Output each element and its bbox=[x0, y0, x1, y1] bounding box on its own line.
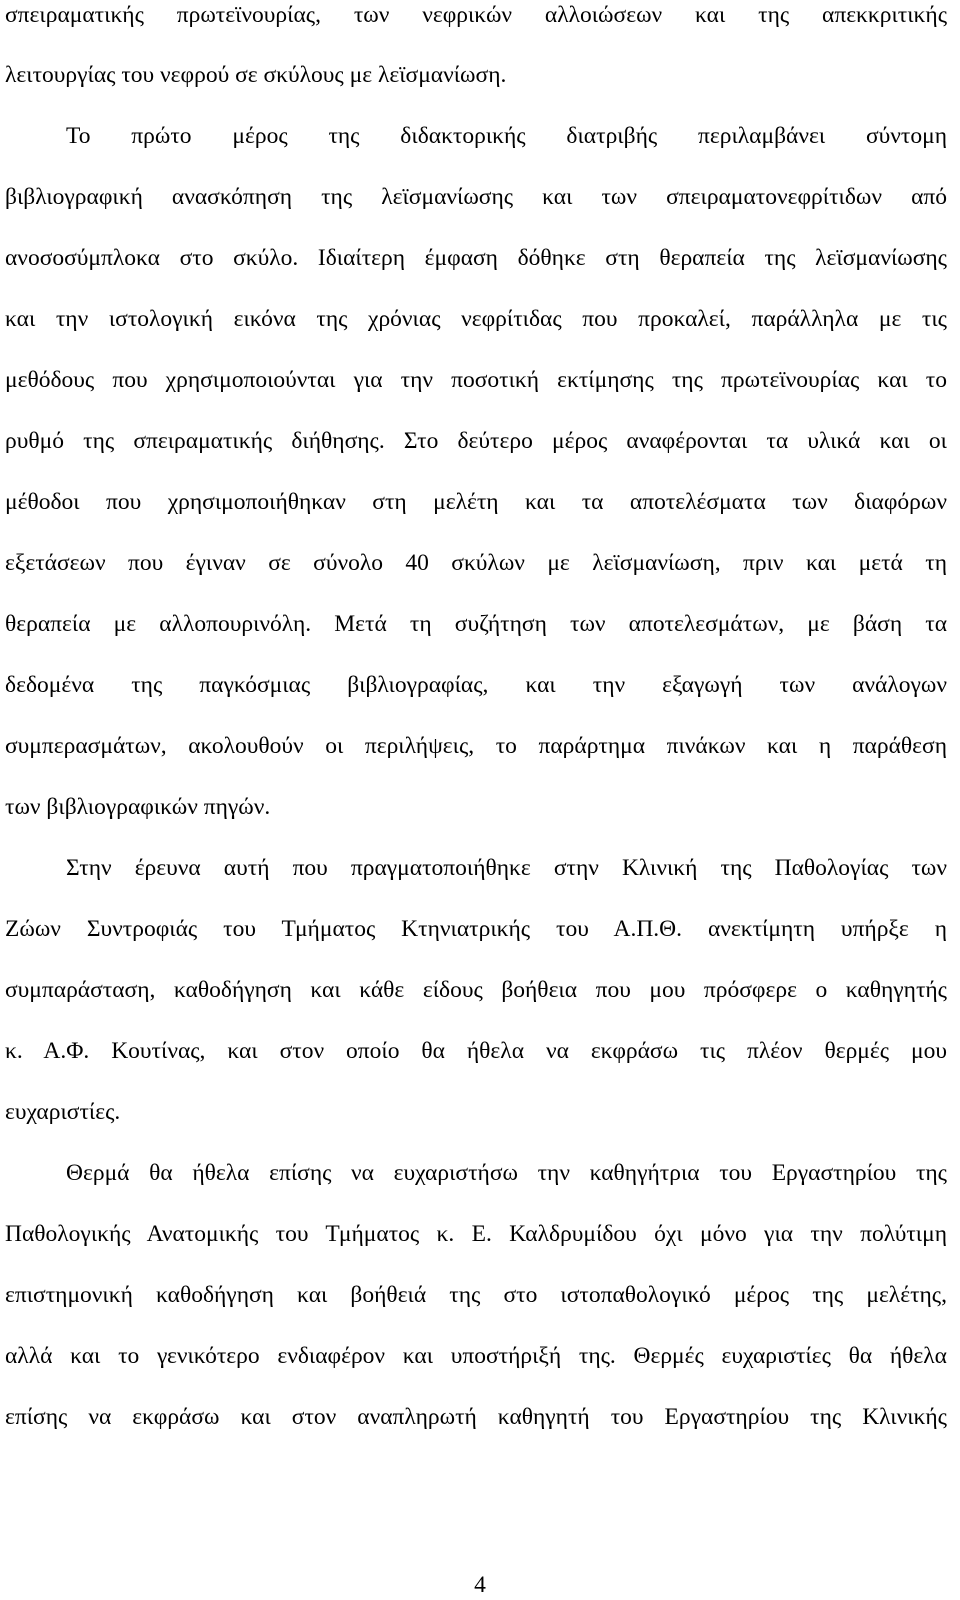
text-line: μέθοδοι που χρησιμοποιήθηκαν στη μελέτη και τα αποτελέσματα των διαφόρων bbox=[5, 489, 947, 515]
text-line: κ. Α.Φ. Κουτίνας, και στον οποίο θα ήθελα να εκφράσω τις πλέον θερμές μου bbox=[5, 1038, 947, 1064]
text-line: ρυθμό της σπειραματικής διήθησης. Στο δεύτερο μέρος αναφέρονται τα υλικά και οι bbox=[5, 428, 947, 454]
paragraph-first-line: Θερμά θα ήθελα επίσης να ευχαριστήσω την καθηγήτρια του Εργαστηρίου της bbox=[66, 1160, 947, 1186]
text-line: ανοσοσύμπλοκα στο σκύλο. Ιδιαίτερη έμφαση δόθηκε στη θεραπεία της λεϊσμανίωσης bbox=[5, 245, 947, 271]
text-line: και την ιστολογική εικόνα της χρόνιας νεφρίτιδας που προκαλεί, παράλληλα με τις bbox=[5, 306, 947, 332]
paragraph-first-line: Το πρώτο μέρος της διδακτορικής διατριβής περιλαμβάνει σύντομη bbox=[66, 123, 947, 149]
paragraph-first-line: Στην έρευνα αυτή που πραγματοποιήθηκε στην Κλινική της Παθολογίας των bbox=[66, 855, 947, 881]
text-line: δεδομένα της παγκόσμιας βιβλιογραφίας, και την εξαγωγή των ανάλογων bbox=[5, 672, 947, 698]
text-line: ευχαριστίες. bbox=[5, 1099, 121, 1125]
text-line: επίσης να εκφράσω και στον αναπληρωτή καθηγητή του Εργαστηρίου της Κλινικής bbox=[5, 1404, 947, 1430]
text-line: των βιβλιογραφικών πηγών. bbox=[5, 794, 271, 820]
text-line: βιβλιογραφική ανασκόπηση της λεϊσμανίωσης και των σπειραματονεφρίτιδων από bbox=[5, 184, 947, 210]
text-line: επιστημονική καθοδήγηση και βοήθειά της στο ιστοπαθολογικό μέρος της μελέτης, bbox=[5, 1282, 947, 1308]
text-line: συμπερασμάτων, ακολουθούν οι περιλήψεις, το παράρτημα πινάκων και η παράθεση bbox=[5, 733, 947, 759]
text-line: θεραπεία με αλλοπουρινόλη. Μετά τη συζήτηση των αποτελεσμάτων, με βάση τα bbox=[5, 611, 947, 637]
text-line: Παθολογικής Ανατομικής του Τμήματος κ. Ε. Καλδρυμίδου όχι μόνο για την πολύτιμη bbox=[5, 1221, 947, 1247]
text-line: Ζώων Συντροφιάς του Τμήματος Κτηνιατρικής του Α.Π.Θ. ανεκτίμητη υπήρξε η bbox=[5, 916, 947, 942]
page-number: 4 bbox=[474, 1572, 486, 1598]
text-line: αλλά και το γενικότερο ενδιαφέρον και υποστήριξή της. Θερμές ευχαριστίες θα ήθελα bbox=[5, 1343, 947, 1369]
text-line: εξετάσεων που έγιναν σε σύνολο 40 σκύλων με λεϊσμανίωση, πριν και μετά τη bbox=[5, 550, 947, 576]
text-line: μεθόδους που χρησιμοποιούνται για την ποσοτική εκτίμησης της πρωτεϊνουρίας και το bbox=[5, 367, 947, 393]
text-line: συμπαράσταση, καθοδήγηση και κάθε είδους βοήθεια που μου πρόσφερε ο καθηγητής bbox=[5, 977, 947, 1003]
text-line: σπειραματικής πρωτεϊνουρίας, των νεφρικών αλλοιώσεων και της απεκκριτικής bbox=[5, 2, 947, 28]
text-line: λειτουργίας του νεφρού σε σκύλους με λεϊσμανίωση. bbox=[5, 62, 507, 88]
